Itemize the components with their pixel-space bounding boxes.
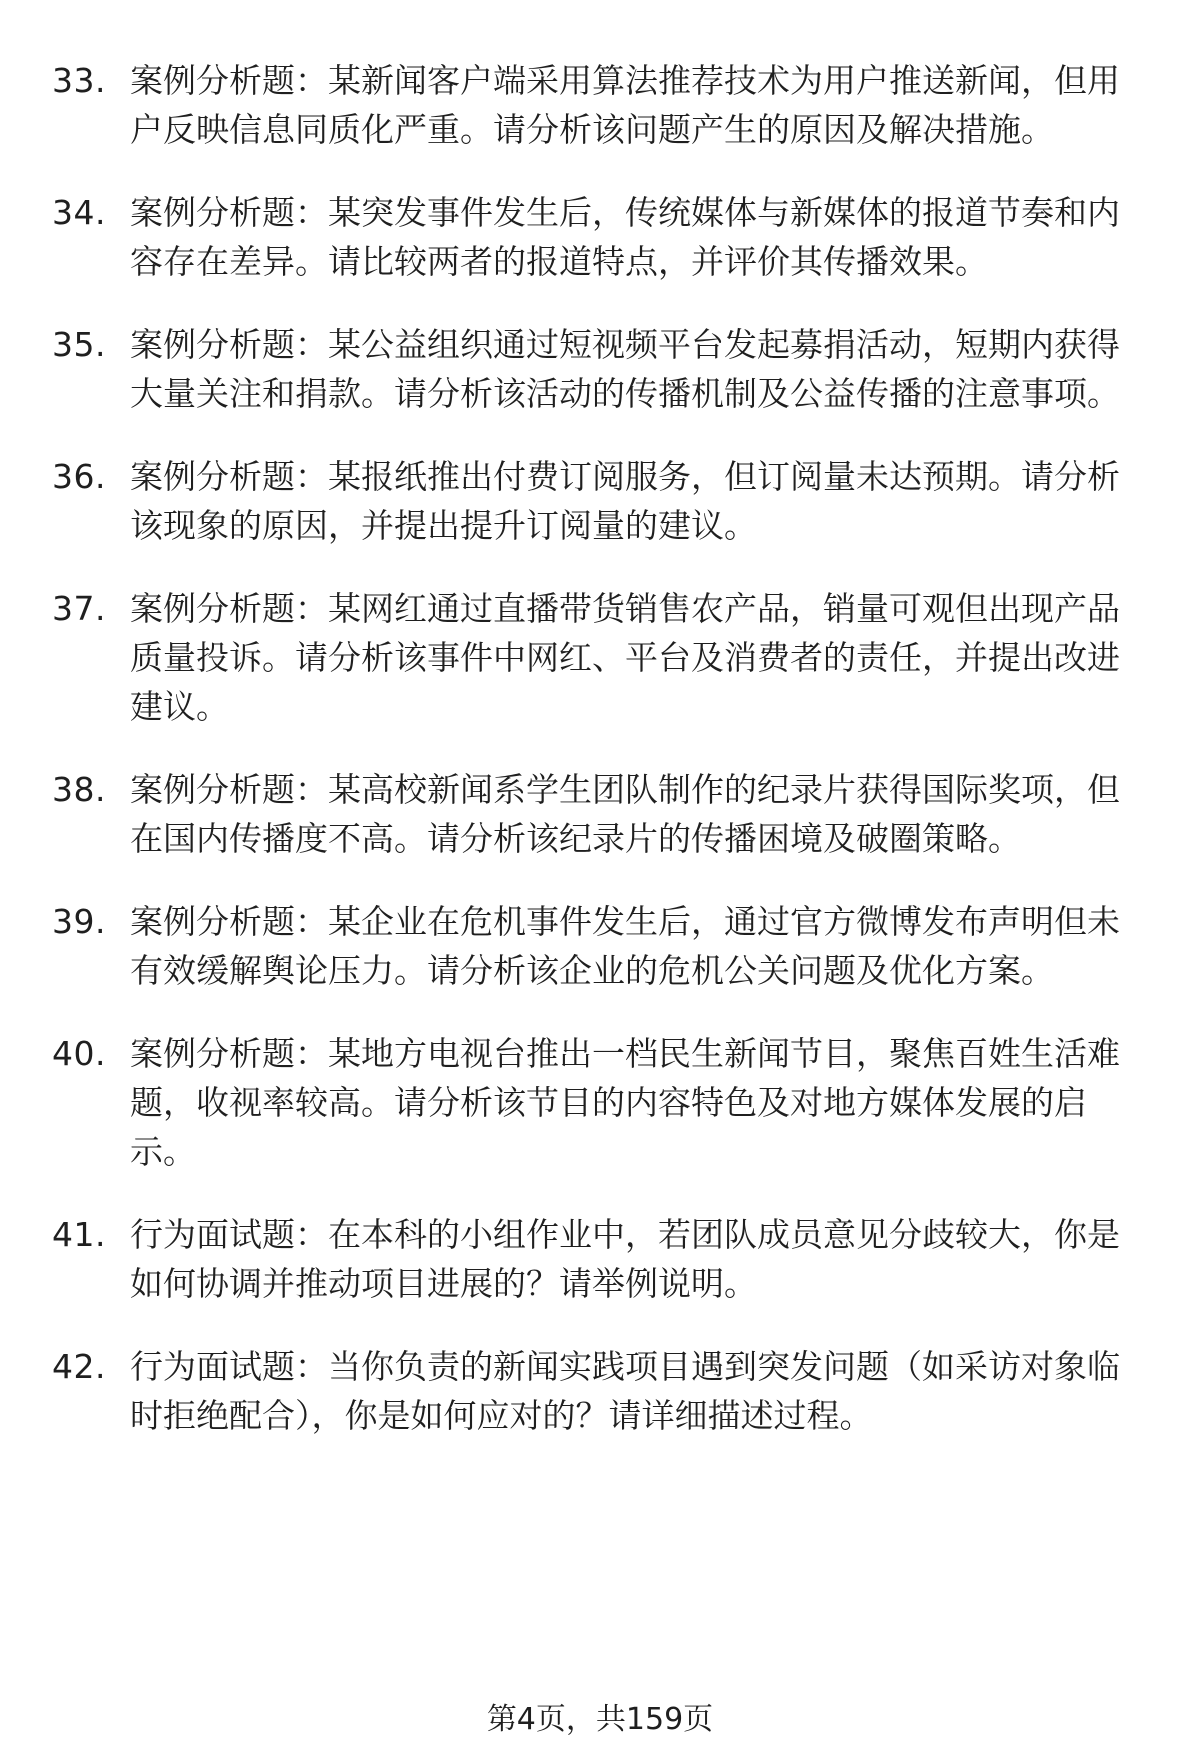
question-text: 案例分析题：某新闻客户端采用算法推荐技术为用户推送新闻，但用户反映信息同质化严重。请分析该问题产生的原因及解决措施。: [130, 61, 1120, 149]
question-number: 35.: [52, 325, 106, 364]
question-number: 40.: [52, 1034, 106, 1073]
question-item: [52, 897, 1140, 995]
question-text: 行为面试题：在本科的小组作业中，若团队成员意见分歧较大，你是如何协调并推动项目进展的？请举例说明。: [130, 1215, 1120, 1303]
question-text: 案例分析题：某公益组织通过短视频平台发起募捐活动，短期内获得大量关注和捐款。请分析该活动的传播机制及公益传播的注意事项。: [130, 325, 1120, 413]
question-item: [52, 320, 1140, 418]
question-item: [52, 584, 1140, 731]
question-number: 34.: [52, 193, 106, 232]
question-number: 37.: [52, 589, 106, 628]
question-item: [52, 56, 1140, 154]
question-list: [52, 56, 1140, 1440]
question-text: 案例分析题：某网红通过直播带货销售农产品，销量可观但出现产品质量投诉。请分析该事件中网红、平台及消费者的责任，并提出改进建议。: [130, 589, 1120, 726]
page-number-footer: 第4页，共159页: [486, 1702, 714, 1737]
question-number: 41.: [52, 1215, 106, 1254]
question-text: 案例分析题：某高校新闻系学生团队制作的纪录片获得国际奖项，但在国内传播度不高。请分析该纪录片的传播困境及破圈策略。: [130, 770, 1120, 858]
question-item: [52, 1029, 1140, 1176]
question-item: [52, 765, 1140, 863]
question-item: [52, 188, 1140, 286]
question-text: 案例分析题：某地方电视台推出一档民生新闻节目，聚焦百姓生活难题，收视率较高。请分析该节目的内容特色及对地方媒体发展的启示。: [130, 1034, 1120, 1171]
question-text: 行为面试题：当你负责的新闻实践项目遇到突发问题（如采访对象临时拒绝配合），你是如何应对的？请详细描述过程。: [130, 1347, 1120, 1435]
question-number: 36.: [52, 457, 106, 496]
question-text: 案例分析题：某报纸推出付费订阅服务，但订阅量未达预期。请分析该现象的原因，并提出提升订阅量的建议。: [130, 457, 1120, 545]
question-item: [52, 1342, 1140, 1440]
question-number: 33.: [52, 61, 106, 100]
question-number: 39.: [52, 902, 106, 941]
question-number: 42.: [52, 1347, 106, 1386]
question-text: 案例分析题：某突发事件发生后，传统媒体与新媒体的报道节奏和内容存在差异。请比较两者的报道特点，并评价其传播效果。: [130, 193, 1120, 281]
question-text: 案例分析题：某企业在危机事件发生后，通过官方微博发布声明但未有效缓解舆论压力。请分析该企业的危机公关问题及优化方案。: [130, 902, 1120, 990]
question-item: [52, 452, 1140, 550]
question-number: 38.: [52, 770, 106, 809]
question-item: [52, 1210, 1140, 1308]
